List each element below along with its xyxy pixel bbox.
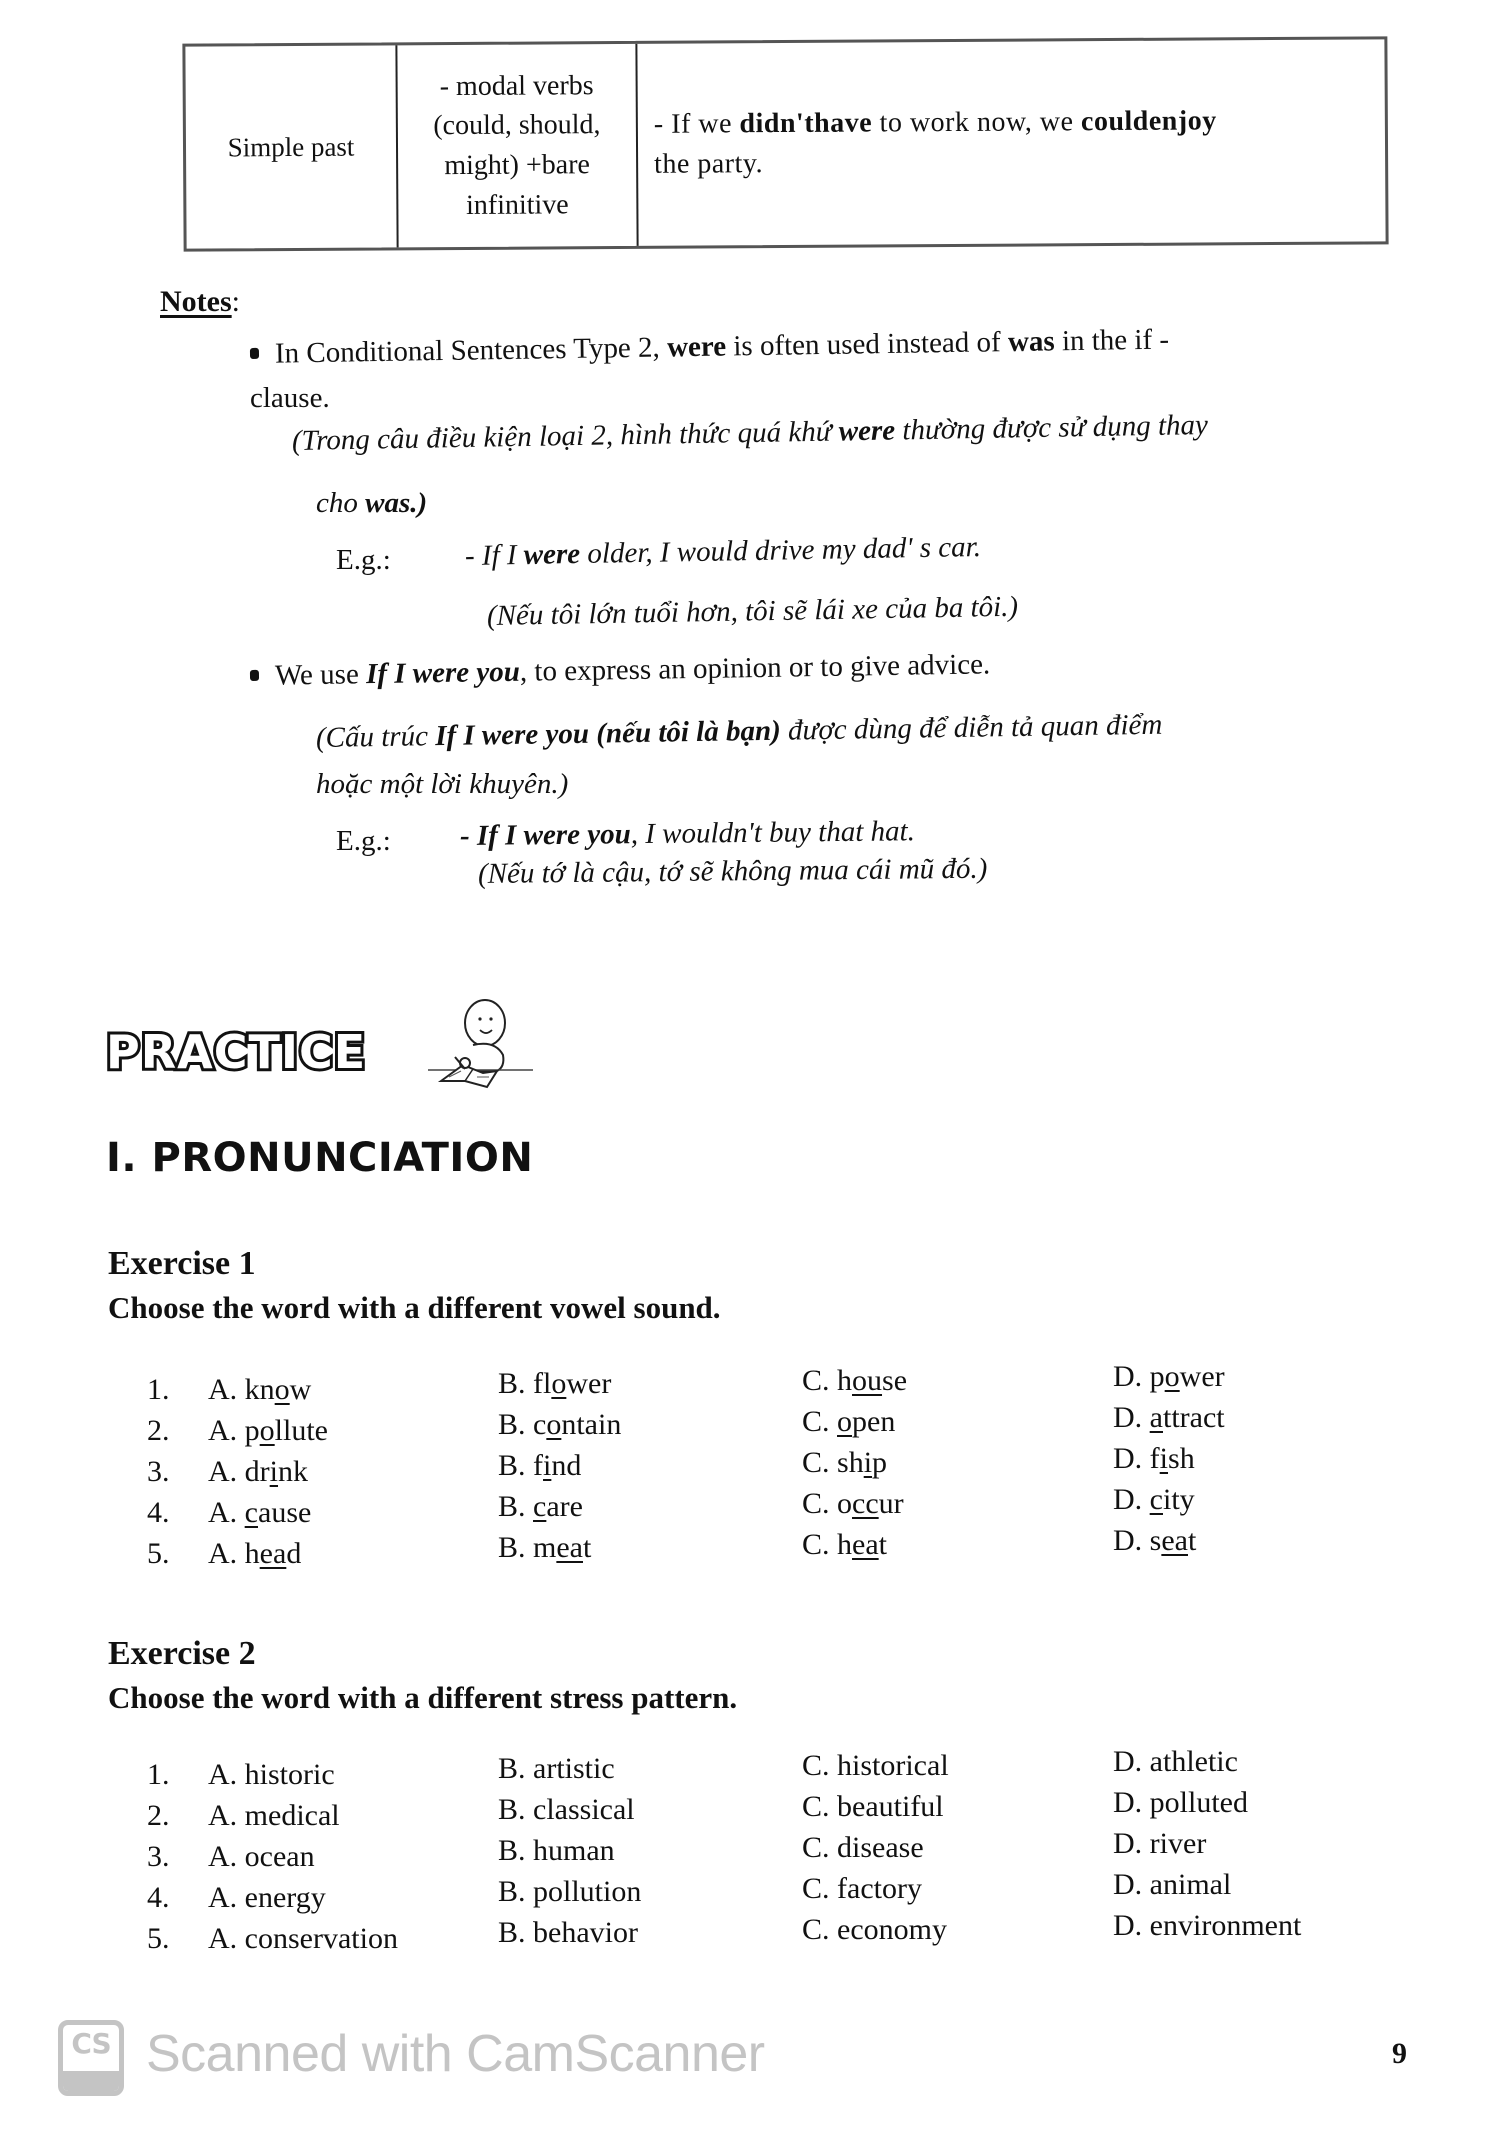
example-text: older, I would drive my dad' s car.: [579, 530, 982, 570]
word-part: se: [882, 1364, 908, 1397]
question-row: [0, 1745, 1504, 1798]
option-letter: C.: [802, 1364, 830, 1397]
example-text: - If we: [653, 108, 740, 141]
word-part: nk: [278, 1455, 309, 1488]
underlined-sound: o: [546, 1408, 562, 1441]
option-letter: A.: [208, 1922, 238, 1955]
question-number: 2.: [147, 1414, 170, 1447]
option-word: [245, 1455, 308, 1488]
option-letter: C.: [802, 1487, 830, 1520]
option-letter: D.: [1113, 1401, 1143, 1434]
page-number: 9: [1392, 2037, 1407, 2070]
option-letter: D.: [1113, 1868, 1143, 1901]
option-word: ocean: [244, 1840, 315, 1873]
answer-option[interactable]: [802, 1405, 895, 1439]
word-part: h: [837, 1528, 853, 1561]
answer-option[interactable]: [802, 1790, 944, 1824]
word-part: ur: [878, 1487, 904, 1520]
option-word: artistic: [533, 1752, 615, 1785]
note-translation-cont: hoặc một lời khuyên.): [316, 768, 569, 800]
option-letter: A.: [208, 1496, 238, 1529]
note-bold: were: [666, 330, 727, 364]
word-part: are: [546, 1490, 583, 1523]
option-letter: C.: [802, 1405, 830, 1438]
structure-line: might) +bare: [444, 149, 591, 182]
answer-option[interactable]: [208, 1922, 398, 1956]
underlined-sound: c: [244, 1496, 258, 1529]
answer-option[interactable]: [208, 1537, 301, 1571]
word-part: p: [244, 1414, 260, 1447]
word-part: ity: [1163, 1483, 1195, 1516]
logo-bar: [63, 2071, 119, 2091]
option-word: disease: [837, 1831, 924, 1864]
option-word: medical: [244, 1799, 340, 1832]
option-word: pollution: [533, 1875, 642, 1908]
example-label: E.g.:: [336, 825, 391, 857]
answer-option[interactable]: [498, 1834, 615, 1868]
option-word: [533, 1367, 611, 1400]
option-word: historical: [837, 1749, 949, 1782]
underlined-sound: c: [533, 1490, 547, 1523]
option-letter: D.: [1113, 1524, 1143, 1557]
word-part: nd: [551, 1449, 582, 1482]
question-row: [0, 1786, 1504, 1839]
word-part: s: [1149, 1524, 1162, 1557]
option-letter: A.: [208, 1881, 238, 1914]
word-part: f: [1149, 1442, 1160, 1475]
option-word: [245, 1496, 312, 1529]
exercise-instruction: Choose the word with a different vowel sound.: [108, 1290, 721, 1325]
question-row: [0, 1524, 1504, 1577]
option-letter: B.: [498, 1916, 526, 1949]
option-word: [837, 1364, 907, 1397]
answer-option[interactable]: [208, 1758, 335, 1792]
answer-option[interactable]: [208, 1799, 340, 1833]
answer-option[interactable]: [1113, 1483, 1195, 1517]
option-word: [533, 1490, 583, 1523]
note-item: [250, 324, 1170, 371]
option-letter: D.: [1113, 1786, 1143, 1819]
underlined-sound: ea: [259, 1537, 287, 1570]
practice-heading: [106, 1025, 366, 1079]
option-letter: B.: [498, 1408, 526, 1441]
option-letter: A.: [208, 1414, 238, 1447]
translation-bold: were: [838, 414, 896, 448]
example-translation: (Nếu tôi lớn tuổi hơn, tôi sẽ lái xe của ba tôi.): [486, 590, 1019, 632]
word-part: pen: [852, 1405, 896, 1438]
notes-colon: :: [231, 285, 240, 318]
example-cell: [637, 39, 1385, 246]
example-bold: couldenjoy: [1080, 105, 1217, 138]
option-word: energy: [244, 1881, 326, 1914]
answer-option[interactable]: [802, 1749, 949, 1783]
translation-text: thường được sử dụng thay: [894, 409, 1209, 447]
word-part: dr: [244, 1455, 270, 1488]
note-example: [465, 531, 982, 573]
note-translation: [292, 409, 1208, 458]
word-part: f: [533, 1449, 544, 1482]
exercise-title: Exercise 1: [108, 1245, 256, 1282]
question-row: [0, 1360, 1504, 1413]
word-part: t: [583, 1531, 592, 1564]
option-word: [245, 1537, 302, 1570]
option-letter: A.: [208, 1537, 238, 1570]
underlined-sound: c: [1149, 1483, 1163, 1516]
tense-label: Simple past: [227, 131, 355, 163]
translation-bold: was.): [365, 487, 428, 519]
example-label: E.g.:: [336, 544, 391, 576]
option-letter: D.: [1113, 1745, 1143, 1778]
underlined-sound: o: [274, 1373, 290, 1406]
option-letter: D.: [1113, 1827, 1143, 1860]
translation-text: (Cấu trúc: [315, 720, 436, 754]
option-letter: C.: [802, 1913, 830, 1946]
answer-option[interactable]: [498, 1793, 635, 1827]
option-word: [837, 1405, 895, 1438]
option-word: animal: [1149, 1868, 1232, 1901]
note-example: [460, 815, 915, 853]
question-number: 4.: [147, 1496, 170, 1529]
word-part: wer: [566, 1367, 612, 1400]
translation-text: được dùng để diễn tả quan điểm: [780, 708, 1163, 747]
answer-option[interactable]: [802, 1364, 907, 1398]
question-number: 3.: [147, 1840, 170, 1873]
answer-option[interactable]: [802, 1487, 904, 1521]
note-bold: If I were you: [365, 655, 521, 691]
note-text: in the if -: [1054, 323, 1170, 358]
underlined-sound: a: [1149, 1401, 1163, 1434]
section-title: I. PRONUNCIATION: [106, 1135, 534, 1181]
question-row: [0, 1483, 1504, 1536]
notes-title: Notes: [160, 285, 232, 318]
question-row: [0, 1442, 1504, 1495]
answer-option[interactable]: [208, 1840, 315, 1874]
camscanner-logo-icon: [58, 2020, 124, 2096]
note-text: is often used instead of: [725, 326, 1009, 363]
answer-option[interactable]: [1113, 1909, 1301, 1943]
answer-option[interactable]: [1113, 1745, 1238, 1779]
word-part: llute: [274, 1414, 328, 1447]
example-text: , I wouldn't buy that hat.: [630, 815, 916, 851]
option-letter: D.: [1113, 1909, 1143, 1942]
answer-option[interactable]: [1113, 1360, 1225, 1394]
option-letter: A.: [208, 1455, 238, 1488]
option-word: behavior: [533, 1916, 638, 1949]
option-letter: D.: [1113, 1442, 1143, 1475]
underlined-sound: o: [1164, 1360, 1180, 1393]
answer-option[interactable]: [208, 1455, 308, 1489]
underlined-sound: cc: [852, 1487, 879, 1520]
option-word: economy: [837, 1913, 947, 1946]
example-translation: (Nếu tớ là cậu, tớ sẽ không mua cái mũ đó.): [477, 852, 988, 890]
word-part: p: [872, 1446, 888, 1479]
answer-option[interactable]: [498, 1449, 581, 1483]
answer-option[interactable]: [802, 1872, 922, 1906]
option-word: polluted: [1149, 1786, 1248, 1819]
note-text-continued: clause.: [250, 382, 330, 414]
option-word: [1150, 1360, 1225, 1393]
example-text: to work now, we: [872, 106, 1082, 139]
answer-option[interactable]: [208, 1414, 328, 1448]
question-number: 2.: [147, 1799, 170, 1832]
word-part: p: [1149, 1360, 1165, 1393]
option-word: environment: [1149, 1909, 1302, 1942]
bullet-icon: [250, 670, 259, 681]
question-number: 1.: [147, 1758, 170, 1791]
note-item: [250, 648, 991, 693]
answer-option[interactable]: [498, 1490, 583, 1524]
underlined-sound: o: [837, 1405, 853, 1438]
question-number: 5.: [147, 1922, 170, 1955]
answer-option[interactable]: [1113, 1524, 1196, 1558]
option-word: classical: [533, 1793, 635, 1826]
option-letter: A.: [208, 1758, 238, 1791]
option-word: [533, 1531, 591, 1564]
underlined-sound: ou: [852, 1364, 883, 1397]
answer-option[interactable]: [802, 1528, 887, 1562]
option-word: [1150, 1442, 1195, 1475]
option-word: [1150, 1401, 1225, 1434]
answer-option[interactable]: [1113, 1442, 1195, 1476]
word-part: fl: [533, 1367, 552, 1400]
example-text: - If I: [464, 538, 525, 572]
exercise-title: Exercise 2: [108, 1635, 256, 1672]
note-bold: was: [1007, 325, 1055, 359]
option-letter: B.: [498, 1752, 526, 1785]
answer-option[interactable]: [802, 1913, 947, 1947]
option-letter: C.: [802, 1831, 830, 1864]
practice-title: PRACTICE: [106, 1025, 367, 1079]
notes-heading: [160, 285, 240, 319]
word-part: t: [1188, 1524, 1197, 1557]
child-reading-book-icon: [425, 995, 535, 1095]
option-letter: B.: [498, 1449, 526, 1482]
answer-option[interactable]: [498, 1916, 638, 1950]
option-word: [533, 1408, 621, 1441]
underlined-sound: ea: [1161, 1524, 1188, 1557]
note-translation: [316, 709, 1163, 755]
note-text: We use: [274, 658, 367, 692]
answer-option[interactable]: [1113, 1401, 1225, 1435]
underlined-sound: ea: [852, 1528, 879, 1561]
word-part: h: [837, 1364, 853, 1397]
word-part: ntain: [561, 1408, 622, 1441]
option-letter: B.: [498, 1531, 526, 1564]
question-number: 4.: [147, 1881, 170, 1914]
word-part: c: [533, 1408, 547, 1441]
structure-line: (could, should,: [433, 109, 601, 142]
translation-text: (Trong câu điều kiện loại 2, hình thức quá khứ: [291, 415, 840, 457]
option-letter: A.: [208, 1799, 238, 1832]
option-word: [837, 1446, 887, 1479]
question-number: 5.: [147, 1537, 170, 1570]
option-letter: B.: [498, 1793, 526, 1826]
option-word: human: [533, 1834, 615, 1867]
question-row: [0, 1827, 1504, 1880]
option-word: athletic: [1149, 1745, 1238, 1778]
answer-option[interactable]: [498, 1367, 611, 1401]
word-part: ttract: [1163, 1401, 1225, 1434]
word-part: w: [289, 1373, 312, 1406]
option-letter: C.: [802, 1446, 830, 1479]
question-number: 1.: [147, 1373, 170, 1406]
option-word: [245, 1414, 328, 1447]
option-word: [533, 1449, 581, 1482]
underlined-sound: i: [269, 1455, 279, 1488]
option-letter: C.: [802, 1872, 830, 1905]
option-word: beautiful: [837, 1790, 944, 1823]
structure-line: infinitive: [465, 189, 569, 221]
answer-option[interactable]: [802, 1831, 924, 1865]
word-part: d: [286, 1537, 302, 1570]
option-letter: B.: [498, 1875, 526, 1908]
option-word: [245, 1373, 312, 1406]
answer-option[interactable]: [1113, 1786, 1248, 1820]
word-part: h: [244, 1537, 260, 1570]
note-translation-cont: [316, 487, 427, 520]
option-letter: A.: [208, 1840, 238, 1873]
answer-option[interactable]: [498, 1408, 621, 1442]
question-number: 3.: [147, 1455, 170, 1488]
word-part: t: [878, 1528, 887, 1561]
question-row: [0, 1909, 1504, 1962]
answer-option[interactable]: [208, 1496, 311, 1530]
example-sentence: [654, 102, 1217, 185]
answer-option[interactable]: [498, 1531, 591, 1565]
exercise-instruction: Choose the word with a different stress pattern.: [108, 1680, 738, 1715]
structure-cell: [397, 44, 638, 247]
answer-option[interactable]: [802, 1446, 887, 1480]
answer-option[interactable]: [1113, 1827, 1206, 1861]
translation-bold: If I were you (nếu tôi là bạn): [434, 714, 781, 753]
word-part: sh: [837, 1446, 864, 1479]
underlined-sound: o: [259, 1414, 275, 1447]
answer-option[interactable]: [498, 1752, 615, 1786]
option-word: historic: [244, 1758, 335, 1791]
structure-line: - modal verbs: [439, 69, 594, 102]
tense-cell: [185, 45, 398, 248]
option-letter: C.: [802, 1528, 830, 1561]
example-bold: didn'thave: [739, 107, 873, 140]
underlined-sound: o: [551, 1367, 567, 1400]
question-row: [0, 1401, 1504, 1454]
grammar-table-row: [182, 36, 1388, 251]
word-part: o: [837, 1487, 853, 1520]
answer-option[interactable]: [498, 1875, 641, 1909]
logo-text: CS: [71, 2027, 111, 2060]
word-part: sh: [1168, 1442, 1195, 1475]
option-letter: D.: [1113, 1483, 1143, 1516]
translation-text: cho: [316, 487, 366, 519]
example-bold: were: [523, 537, 581, 571]
word-part: kn: [244, 1373, 275, 1406]
option-letter: D.: [1113, 1360, 1143, 1393]
option-letter: B.: [498, 1490, 526, 1523]
option-word: river: [1149, 1827, 1207, 1860]
option-word: [1150, 1483, 1195, 1516]
answer-option[interactable]: [1113, 1868, 1231, 1902]
scanner-watermark: Scanned with CamScanner: [146, 2025, 765, 2083]
note-text: , to express an opinion or to give advice.: [519, 648, 991, 688]
option-letter: B.: [498, 1367, 526, 1400]
example-bold: - If I were you: [459, 818, 631, 852]
option-word: conservation: [244, 1922, 398, 1955]
option-letter: C.: [802, 1790, 830, 1823]
option-letter: B.: [498, 1834, 526, 1867]
option-word: [1150, 1524, 1197, 1557]
word-part: wer: [1179, 1360, 1225, 1393]
option-letter: A.: [208, 1373, 238, 1406]
option-word: [837, 1528, 887, 1561]
option-word: [837, 1487, 904, 1520]
underlined-sound: i: [863, 1446, 873, 1479]
example-text: the party.: [654, 148, 764, 180]
answer-option[interactable]: [208, 1373, 311, 1407]
underlined-sound: i: [543, 1449, 552, 1482]
note-text: In Conditional Sentences Type 2,: [274, 331, 668, 370]
bullet-icon: [250, 348, 259, 359]
word-part: m: [533, 1531, 557, 1564]
option-letter: C.: [802, 1749, 830, 1782]
mascot-drawing: [425, 995, 535, 1095]
underlined-sound: ea: [556, 1531, 583, 1564]
answer-option[interactable]: [208, 1881, 326, 1915]
word-part: ause: [258, 1496, 312, 1529]
option-word: factory: [837, 1872, 922, 1905]
underlined-sound: i: [1159, 1442, 1169, 1475]
